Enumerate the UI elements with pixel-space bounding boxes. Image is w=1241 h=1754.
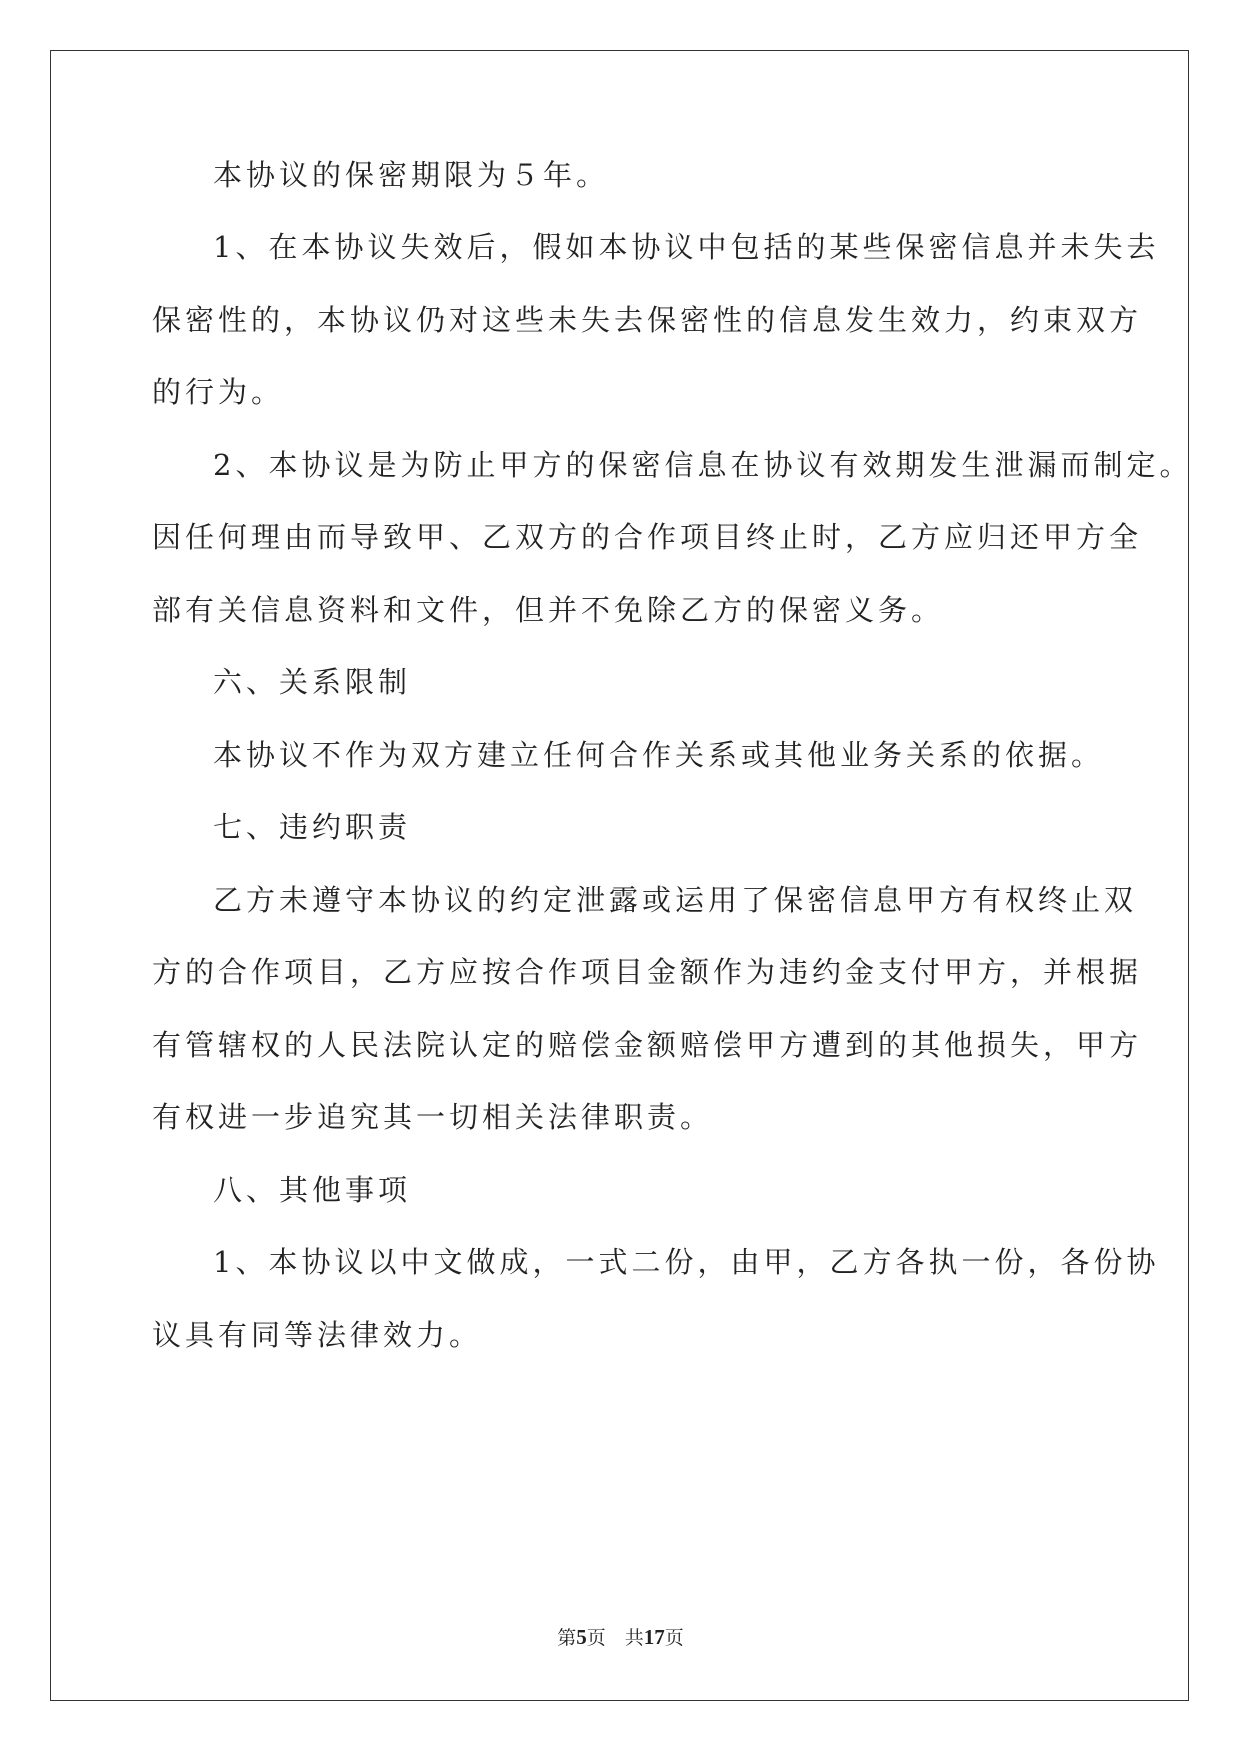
paragraph-line: 1、在本协议失效后，假如本协议中包括的某些保密信息并未失去 [213, 230, 1160, 264]
paragraph-line: 乙方未遵守本协议的约定泄露或运用了保密信息甲方有权终止双 [213, 883, 1138, 917]
paragraph-line: 议具有同等法律效力。 [152, 1318, 483, 1352]
paragraph-line: 保密性的，本协议仍对这些未失去保密性的信息发生效力，约束双方 [152, 303, 1143, 337]
page-footer [0, 1625, 1241, 1650]
paragraph-line: 2、本协议是为防止甲方的保密信息在协议有效期发生泄漏而制定。 [213, 448, 1193, 482]
section-heading: 六、关系限制 [213, 665, 412, 699]
current-page-number: 5 [576, 1625, 587, 1649]
paragraph-line: 1、本协议以中文做成，一式二份，由甲，乙方各执一份，各份协 [213, 1245, 1160, 1279]
paragraph-line: 本协议的保密期限为５年。 [213, 158, 610, 192]
section-heading: 八、其他事项 [213, 1173, 412, 1207]
paragraph-line: 的行为。 [152, 375, 285, 409]
page-border [50, 50, 1193, 1701]
paragraph-line: 有权进一步追究其一切相关法律职责。 [152, 1100, 714, 1134]
paragraph-line: 有管辖权的人民法院认定的赔偿金额赔偿甲方遭到的其他损失，甲方 [152, 1028, 1143, 1062]
paragraph-line: 部有关信息资料和文件，但并不免除乙方的保密义务。 [152, 593, 945, 627]
paragraph-line: 因任何理由而导致甲、乙双方的合作项目终止时，乙方应归还甲方全 [152, 520, 1143, 554]
paragraph-line: 本协议不作为双方建立任何合作关系或其他业务关系的依据。 [213, 738, 1105, 772]
footer-prefix: 第 [557, 1627, 577, 1649]
footer-suffix: 页 [664, 1627, 684, 1649]
paragraph-line: 方的合作项目，乙方应按合作项目金额作为违约金支付甲方，并根据 [152, 955, 1143, 989]
footer-mid: 页 共 [586, 1627, 644, 1649]
total-pages-number: 17 [643, 1625, 665, 1649]
section-heading: 七、违约职责 [213, 810, 412, 844]
